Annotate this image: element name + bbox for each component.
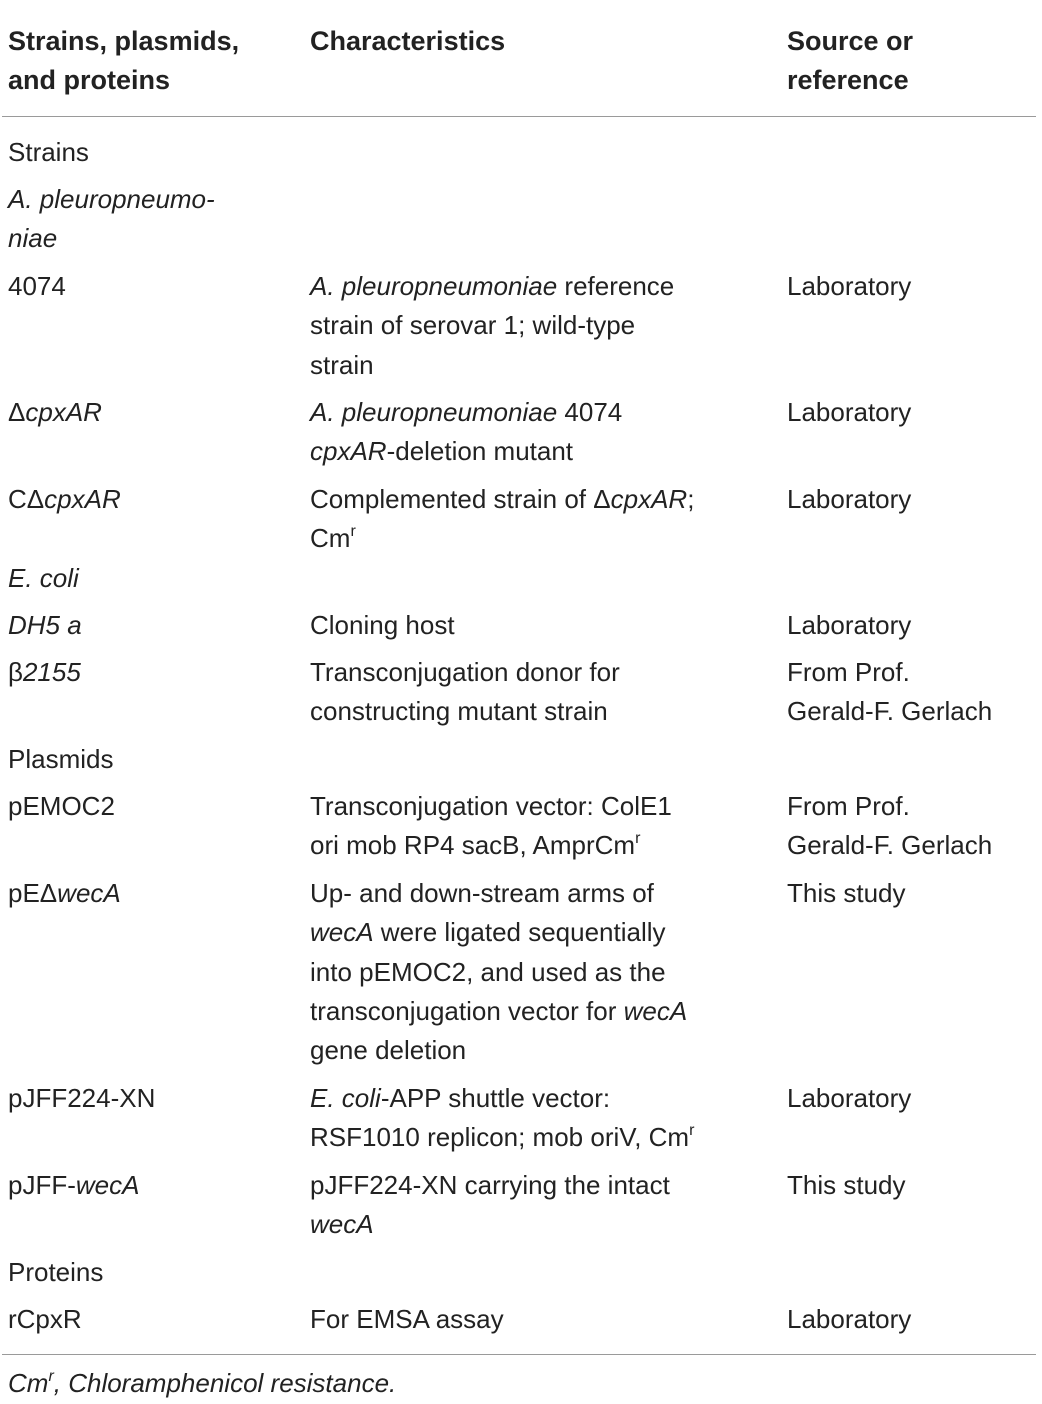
row-pemoc2-source bbox=[787, 787, 1037, 866]
row-rcpxr-characteristics: For EMSA assay bbox=[310, 1304, 504, 1334]
row-dh5a-source: Laboratory bbox=[787, 610, 912, 640]
header-source-line2: reference bbox=[787, 65, 909, 95]
row-cdelta-name-prefix: CΔ bbox=[8, 484, 45, 514]
row-b2155-name bbox=[8, 653, 298, 692]
row-pemoc2-name: pEMOC2 bbox=[8, 791, 115, 821]
header-source-line1: Source or bbox=[787, 26, 914, 56]
group-app-line1: A. pleuropneumo- bbox=[8, 184, 215, 214]
row-pedelta-char-line1: Up- and down-stream arms of bbox=[310, 878, 654, 908]
section-plasmids: Plasmids bbox=[8, 744, 114, 774]
header-strains-line1: Strains, plasmids, bbox=[8, 26, 240, 56]
row-delta-char-line2-italic: cpxAR bbox=[310, 436, 387, 467]
row-delta-cpxar-name bbox=[8, 393, 298, 432]
row-b2155-name-italic: 2155 bbox=[22, 657, 81, 687]
row-b2155-source-line2: Gerald-F. Gerlach bbox=[787, 696, 993, 727]
header-strains-line2: and proteins bbox=[8, 65, 171, 95]
row-rcpxr-source: Laboratory bbox=[787, 1304, 912, 1334]
delta-symbol: Δ bbox=[8, 397, 26, 427]
table-footnote bbox=[8, 1364, 396, 1403]
row-4074-char-line3: strain bbox=[310, 349, 374, 380]
row-4074-char-line1: reference bbox=[557, 271, 675, 301]
row-b2155-char-line1: Transconjugation donor for bbox=[310, 657, 620, 687]
row-pedelta-weca-name bbox=[8, 874, 298, 913]
row-cdelta-char-end: ; bbox=[687, 484, 695, 514]
row-pedelta-name-prefix: pEΔ bbox=[8, 878, 58, 908]
row-4074-name: 4074 bbox=[8, 271, 66, 301]
row-b2155-characteristics bbox=[310, 653, 780, 732]
row-pemoc2-source-line2: Gerald-F. Gerlach bbox=[787, 830, 993, 861]
row-delta-char-line2: -deletion mutant bbox=[386, 436, 574, 467]
row-pedelta-char-line3: into pEMOC2, and used as the bbox=[310, 956, 666, 987]
group-app-line2: niae bbox=[8, 223, 58, 254]
row-pjffwec-name-italic: wecA bbox=[75, 1170, 140, 1200]
row-cdelta-char-sup: r bbox=[350, 523, 356, 541]
row-rcpxr-name: rCpxR bbox=[8, 1304, 82, 1334]
row-pjff224-char-line1: -APP shuttle vector: bbox=[380, 1083, 611, 1113]
row-delta-cpxar-characteristics bbox=[310, 393, 780, 472]
footnote-text: , Chloramphenicol resistance. bbox=[53, 1368, 397, 1398]
row-delta-char-italic: A. pleuropneumoniae bbox=[310, 397, 558, 427]
section-proteins: Proteins bbox=[8, 1257, 104, 1287]
row-pjff224-char-sup: r bbox=[689, 1122, 695, 1140]
row-cdelta-char-line1: Complemented strain of Δ bbox=[310, 484, 611, 514]
row-cdelta-cpxar-characteristics bbox=[310, 480, 780, 559]
row-pedelta-char-line4-italic: wecA bbox=[623, 995, 688, 1026]
row-cdelta-char-line2: Cm bbox=[310, 523, 351, 554]
row-pjff224-xn-source: Laboratory bbox=[787, 1083, 912, 1113]
row-dh5a-name: DH5 a bbox=[8, 610, 82, 640]
header-strains bbox=[8, 22, 298, 100]
row-pemoc2-characteristics bbox=[310, 787, 780, 866]
row-pjff-weca-name bbox=[8, 1166, 298, 1205]
group-a-pleuropneumoniae bbox=[8, 180, 298, 259]
row-pemoc2-source-line1: From Prof. bbox=[787, 791, 910, 821]
header-source bbox=[787, 22, 1037, 100]
row-b2155-source bbox=[787, 653, 1037, 732]
row-pedelta-char-line5: gene deletion bbox=[310, 1035, 467, 1066]
row-delta-name-italic: cpxAR bbox=[25, 397, 102, 427]
row-pedelta-char-line4: transconjugation vector for bbox=[310, 995, 624, 1026]
group-e-coli: E. coli bbox=[8, 563, 79, 593]
row-pedelta-weca-characteristics bbox=[310, 874, 780, 1070]
row-4074-char-italic: A. pleuropneumoniae bbox=[310, 271, 558, 301]
row-pedelta-char-line2-italic: wecA bbox=[310, 917, 374, 948]
row-dh5a-characteristics: Cloning host bbox=[310, 610, 455, 640]
row-delta-char-line1: 4074 bbox=[557, 397, 623, 427]
row-cdelta-char-italic: cpxAR bbox=[610, 484, 688, 514]
row-cdelta-cpxar-name bbox=[8, 480, 298, 519]
row-pedelta-weca-source: This study bbox=[787, 878, 906, 908]
beta-symbol: β bbox=[8, 657, 23, 687]
row-4074-source: Laboratory bbox=[787, 271, 912, 301]
row-pedelta-name-italic: wecA bbox=[57, 878, 121, 908]
section-strains: Strains bbox=[8, 137, 89, 167]
header-characteristics: Characteristics bbox=[310, 26, 506, 56]
footnote-sup: r bbox=[48, 1368, 54, 1385]
row-cdelta-cpxar-source: Laboratory bbox=[787, 484, 912, 514]
row-cdelta-name-italic: cpxAR bbox=[44, 484, 121, 514]
row-pjffwec-char-line2: wecA bbox=[310, 1209, 374, 1240]
row-pemoc2-char-line1: Transconjugation vector: ColE1 bbox=[310, 791, 672, 821]
row-pjff224-xn-name: pJFF224-XN bbox=[8, 1083, 156, 1113]
row-pjffwec-name-prefix: pJFF- bbox=[8, 1170, 76, 1200]
row-pemoc2-char-sup: r bbox=[635, 830, 641, 848]
row-pjff224-xn-characteristics bbox=[310, 1079, 780, 1158]
row-4074-characteristics bbox=[310, 267, 780, 385]
row-pedelta-char-line2: were ligated sequentially bbox=[373, 917, 666, 948]
row-b2155-char-line2: constructing mutant strain bbox=[310, 696, 608, 727]
row-pjff-weca-characteristics bbox=[310, 1166, 780, 1245]
row-delta-cpxar-source: Laboratory bbox=[787, 397, 912, 427]
row-4074-char-line2: strain of serovar 1; wild-type bbox=[310, 310, 636, 341]
footnote-lead: Cm bbox=[8, 1368, 49, 1398]
row-pemoc2-char-line2: ori mob RP4 sacB, AmprCm bbox=[310, 830, 636, 861]
footer-divider bbox=[2, 1354, 1036, 1355]
row-pjff224-char-italic: E. coli bbox=[310, 1083, 381, 1113]
row-b2155-source-line1: From Prof. bbox=[787, 657, 910, 687]
row-pjff-weca-source: This study bbox=[787, 1170, 906, 1200]
row-pjffwec-char-line1: pJFF224-XN carrying the intact bbox=[310, 1170, 670, 1200]
row-pjff224-char-line2: RSF1010 replicon; mob oriV, Cm bbox=[310, 1122, 690, 1153]
header-divider bbox=[2, 116, 1036, 117]
